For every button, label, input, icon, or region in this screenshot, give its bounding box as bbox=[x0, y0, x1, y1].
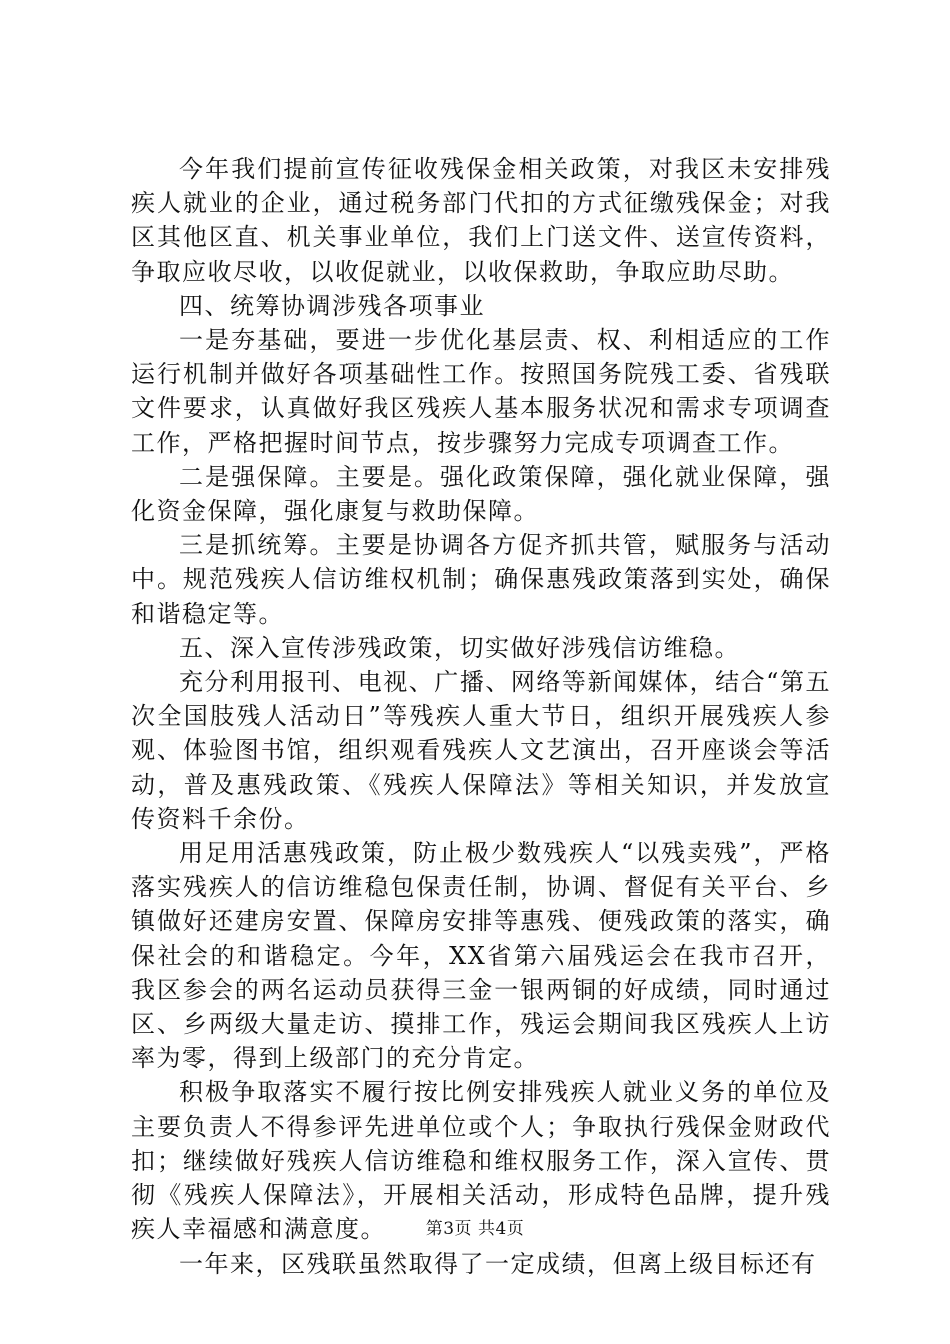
paragraph-foundation: 一是夯基础，要进一步优化基层责、权、利相适应的工作运行机制并做好各项基础性工作。按照国务院残工委、省残联文件要求，认真做好我区残疾人基本服务状况和需求专项调查工作，严格把握时间节点，按步骤努力完成专项调查工作。 bbox=[131, 326, 831, 457]
heading-section-four: 四、统筹协调涉残各项事业 bbox=[179, 291, 485, 320]
paragraph-petition-stability: 用足用活惠残政策，防止极少数残疾人“以残卖残”，严格落实残疾人的信访维稳包保责任制，协调、督促有关平台、乡镇做好还建房安置、保障房安排等惠残、便残政策的落实，确保社会的和谐稳定。今年，XX省第六届残运会在我市召开，我区参会的两名运动员获得三金一银两铜的好成绩，同时通过区、乡两级大量走访、摸排工作，残运会期间我区残疾人上访率为零，得到上级部门的充分肯定。 bbox=[131, 839, 831, 1073]
paragraph-year-summary: 一年来，区残联虽然取得了一定成绩，但离上级目标还有 bbox=[179, 1249, 817, 1278]
heading-section-five: 五、深入宣传涉残政策，切实做好涉残信访维稳。 bbox=[179, 633, 740, 662]
paragraph-employment-obligation: 积极争取落实不履行按比例安排残疾人就业义务的单位及主要负责人不得参评先进单位或个人；争取执行残保金财政代扣；继续做好残疾人信访维稳和维权服务工作，深入宣传、贯彻《残疾人保障法》，开展相关活动，形成特色品牌，提升残疾人幸福感和满意度。 bbox=[131, 1078, 831, 1244]
page-footer: 第3页 共4页 bbox=[425, 1219, 525, 1239]
paragraph-media-publicity: 充分利用报刊、电视、广播、网络等新闻媒体，结合“第五次全国肢残人活动日”等残疾人重大节日，组织开展残疾人参观、体验图书馆，组织观看残疾人文艺演出，召开座谈会等活动，普及惠残政策、《残疾人保障法》等相关知识，并发放宣传资料千余份。 bbox=[131, 668, 831, 833]
paragraph-levy-policy: 今年我们提前宣传征收残保金相关政策，对我区未安排残疾人就业的企业，通过税务部门代扣的方式征缴残保金；对我区其他区直、机关事业单位，我们上门送文件、送宣传资料，争取应收尽收，以收促就业，以收保救助，争取应助尽助。 bbox=[131, 155, 831, 286]
paragraph-coordination: 三是抓统筹。主要是协调各方促齐抓共管，赋服务与活动中。规范残疾人信访维权机制；确保惠残政策落到实处，确保和谐稳定等。 bbox=[131, 531, 831, 628]
document-body bbox=[131, 152, 831, 1281]
paragraph-guarantee: 二是强保障。主要是。强化政策保障，强化就业保障，强化资金保障，强化康复与救助保障。 bbox=[131, 462, 831, 526]
